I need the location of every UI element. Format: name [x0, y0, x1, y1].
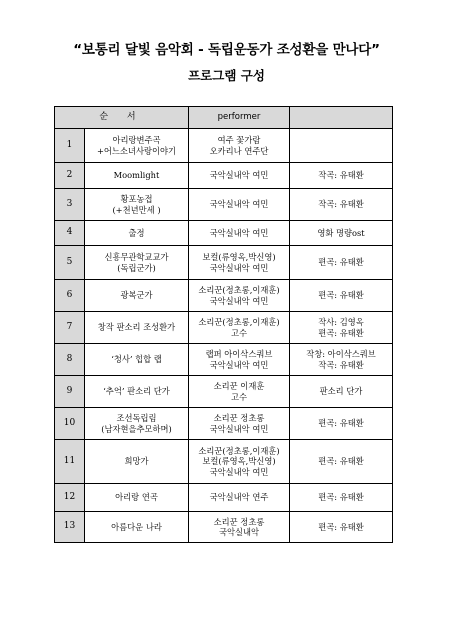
- table-row: [55, 129, 393, 163]
- row-note: [290, 512, 393, 543]
- table-row: [55, 312, 393, 344]
- row-note-line: 편곡: 유태환: [318, 521, 364, 532]
- row-note: [290, 484, 393, 512]
- row-title-line: (남자현을추모하며): [101, 423, 172, 434]
- row-number: 7: [55, 312, 85, 344]
- row-number: 6: [55, 280, 85, 312]
- row-title-line: 아리랑 연곡: [115, 492, 158, 503]
- table-row: [55, 376, 393, 408]
- row-performer-line: 국악실내악 여민: [209, 466, 269, 477]
- page-title: “보통리 달빛 음악회 - 독립운동가 조성환을 만나다”: [73, 42, 380, 58]
- row-number: 5: [55, 246, 85, 280]
- column-header-order: 순 서: [55, 107, 189, 129]
- row-performer: [189, 246, 290, 280]
- row-title-line: 출정: [128, 227, 145, 238]
- row-title-line: ‘청사’ 힙합 랩: [111, 354, 162, 365]
- row-title-line: 창작 판소리 조성환가: [97, 322, 176, 333]
- row-number: 10: [55, 408, 85, 440]
- row-number: 3: [55, 189, 85, 221]
- row-performer-line: 고수: [230, 391, 248, 402]
- row-title: [85, 189, 189, 221]
- row-note: [290, 221, 393, 246]
- row-number: 13: [55, 512, 85, 543]
- row-note-line: 편곡: 유태환: [318, 290, 364, 301]
- row-performer: [189, 280, 290, 312]
- table-header-row: [55, 107, 393, 129]
- row-performer: [189, 484, 290, 512]
- row-number: 2: [55, 163, 85, 189]
- row-note: [290, 129, 393, 163]
- row-performer: [189, 512, 290, 543]
- row-number: 11: [55, 440, 85, 484]
- row-number: 1: [55, 129, 85, 163]
- row-performer-line: 국악실내악 여민: [209, 423, 269, 434]
- row-performer-line: 소리꾼 이재훈: [213, 381, 265, 392]
- row-title: [85, 484, 189, 512]
- row-number: 12: [55, 484, 85, 512]
- row-title: [85, 376, 189, 408]
- row-performer-line: 국악실내악 여민: [209, 199, 269, 210]
- row-performer-line: 보컬(류영옥,박신영): [202, 252, 276, 263]
- row-title-line: 조선독립림: [116, 413, 157, 424]
- row-title-line: 황포농접: [120, 194, 153, 205]
- row-performer: [189, 376, 290, 408]
- row-note: [290, 280, 393, 312]
- table-row: [55, 280, 393, 312]
- row-note: [290, 440, 393, 484]
- table-row: [55, 221, 393, 246]
- program-table: [54, 106, 393, 543]
- program-table-body: [55, 129, 393, 543]
- row-note-line: 작창: 아이삭스쿼브: [306, 349, 376, 360]
- row-performer-line: 국악실내악: [218, 527, 260, 537]
- row-title: [85, 280, 189, 312]
- row-performer-line: 국악실내악 여민: [209, 170, 269, 181]
- row-performer: [189, 312, 290, 344]
- row-note: [290, 246, 393, 280]
- row-note-line: 작곡: 유태환: [318, 170, 364, 181]
- row-number: 9: [55, 376, 85, 408]
- row-performer-line: 랩퍼 아이삭스쿼브: [205, 349, 273, 360]
- row-note-line: 편곡: 유태환: [318, 418, 364, 429]
- row-performer: [189, 440, 290, 484]
- row-title-line: 신흥무관학교교가: [104, 252, 169, 263]
- row-note-line: 작사: 김영옥: [318, 317, 364, 328]
- row-note-line: 편곡: 유태환: [318, 257, 364, 268]
- row-title: [85, 408, 189, 440]
- row-performer-line: 소리꾼(정초롱,이재훈): [198, 285, 280, 296]
- column-header-performer: performer: [189, 107, 290, 129]
- column-header-note: [290, 107, 393, 129]
- row-performer: [189, 408, 290, 440]
- row-performer-line: 보컬(류영옥,박신영): [202, 456, 276, 467]
- row-note-line: 편곡: 유태환: [318, 327, 364, 338]
- row-performer: [189, 163, 290, 189]
- row-performer-line: 소리꾼 정초롱: [213, 516, 265, 527]
- page-subtitle: 프로그램 구성: [188, 68, 265, 83]
- row-title-line: 아리랑변주곡: [112, 135, 161, 146]
- row-note: [290, 408, 393, 440]
- row-title-line: +어느소녀사랑이야기: [96, 145, 177, 156]
- table-row: [55, 246, 393, 280]
- row-performer-line: 국악실내악 여민: [209, 359, 269, 370]
- row-note-line: 편곡: 유태환: [318, 456, 364, 467]
- row-performer: [189, 189, 290, 221]
- row-performer-line: 여주 꽃가람: [217, 135, 261, 146]
- row-note: [290, 163, 393, 189]
- table-row: [55, 440, 393, 484]
- row-title-line: ‘추억’ 판소리 단가: [103, 386, 170, 397]
- row-note-line: 판소리 단가: [319, 386, 363, 397]
- row-title: [85, 221, 189, 246]
- table-row: [55, 344, 393, 376]
- row-note-line: 편곡: 유태환: [318, 492, 364, 503]
- row-number: 8: [55, 344, 85, 376]
- row-performer: [189, 344, 290, 376]
- row-title-line: Moomlight: [113, 170, 160, 181]
- row-performer-line: 오카리나 연주단: [209, 145, 269, 156]
- row-title: [85, 344, 189, 376]
- row-performer: [189, 129, 290, 163]
- row-note-line: 영화 명량ost: [317, 227, 365, 238]
- table-row: [55, 484, 393, 512]
- table-row: [55, 163, 393, 189]
- row-title: [85, 312, 189, 344]
- row-performer: [189, 221, 290, 246]
- row-performer-line: 고수: [230, 327, 248, 338]
- row-title: [85, 129, 189, 163]
- row-note-line: 작곡: 유태환: [318, 359, 364, 370]
- row-performer-line: 국악실내악 여민: [209, 227, 269, 238]
- row-performer-line: 국악실내악 여민: [209, 262, 269, 273]
- row-note: [290, 189, 393, 221]
- row-title: [85, 246, 189, 280]
- row-title: [85, 440, 189, 484]
- row-performer-line: 국악실내악 여민: [209, 295, 269, 306]
- table-row: [55, 512, 393, 543]
- row-title: [85, 163, 189, 189]
- row-title: [85, 512, 189, 543]
- row-title-line: 희망가: [124, 456, 149, 467]
- table-row: [55, 189, 393, 221]
- row-title-line: 광복군가: [120, 290, 153, 301]
- row-note: [290, 344, 393, 376]
- row-note: [290, 312, 393, 344]
- row-title-line: (독립군가): [117, 262, 156, 273]
- row-number: 4: [55, 221, 85, 246]
- row-note-line: 작곡: 유태환: [318, 199, 364, 210]
- row-performer-line: 소리꾼(정초롱,이재훈): [198, 317, 280, 328]
- row-note: [290, 376, 393, 408]
- table-row: [55, 408, 393, 440]
- row-performer-line: 소리꾼(정초롱,이재훈): [198, 445, 280, 456]
- row-title-line: 아름다운 나라: [111, 521, 162, 532]
- row-performer-line: 소리꾼 정초롱: [213, 413, 265, 424]
- row-title-line: (+천년만세 ): [112, 204, 161, 215]
- row-performer-line: 국악실내악 연주: [209, 492, 269, 503]
